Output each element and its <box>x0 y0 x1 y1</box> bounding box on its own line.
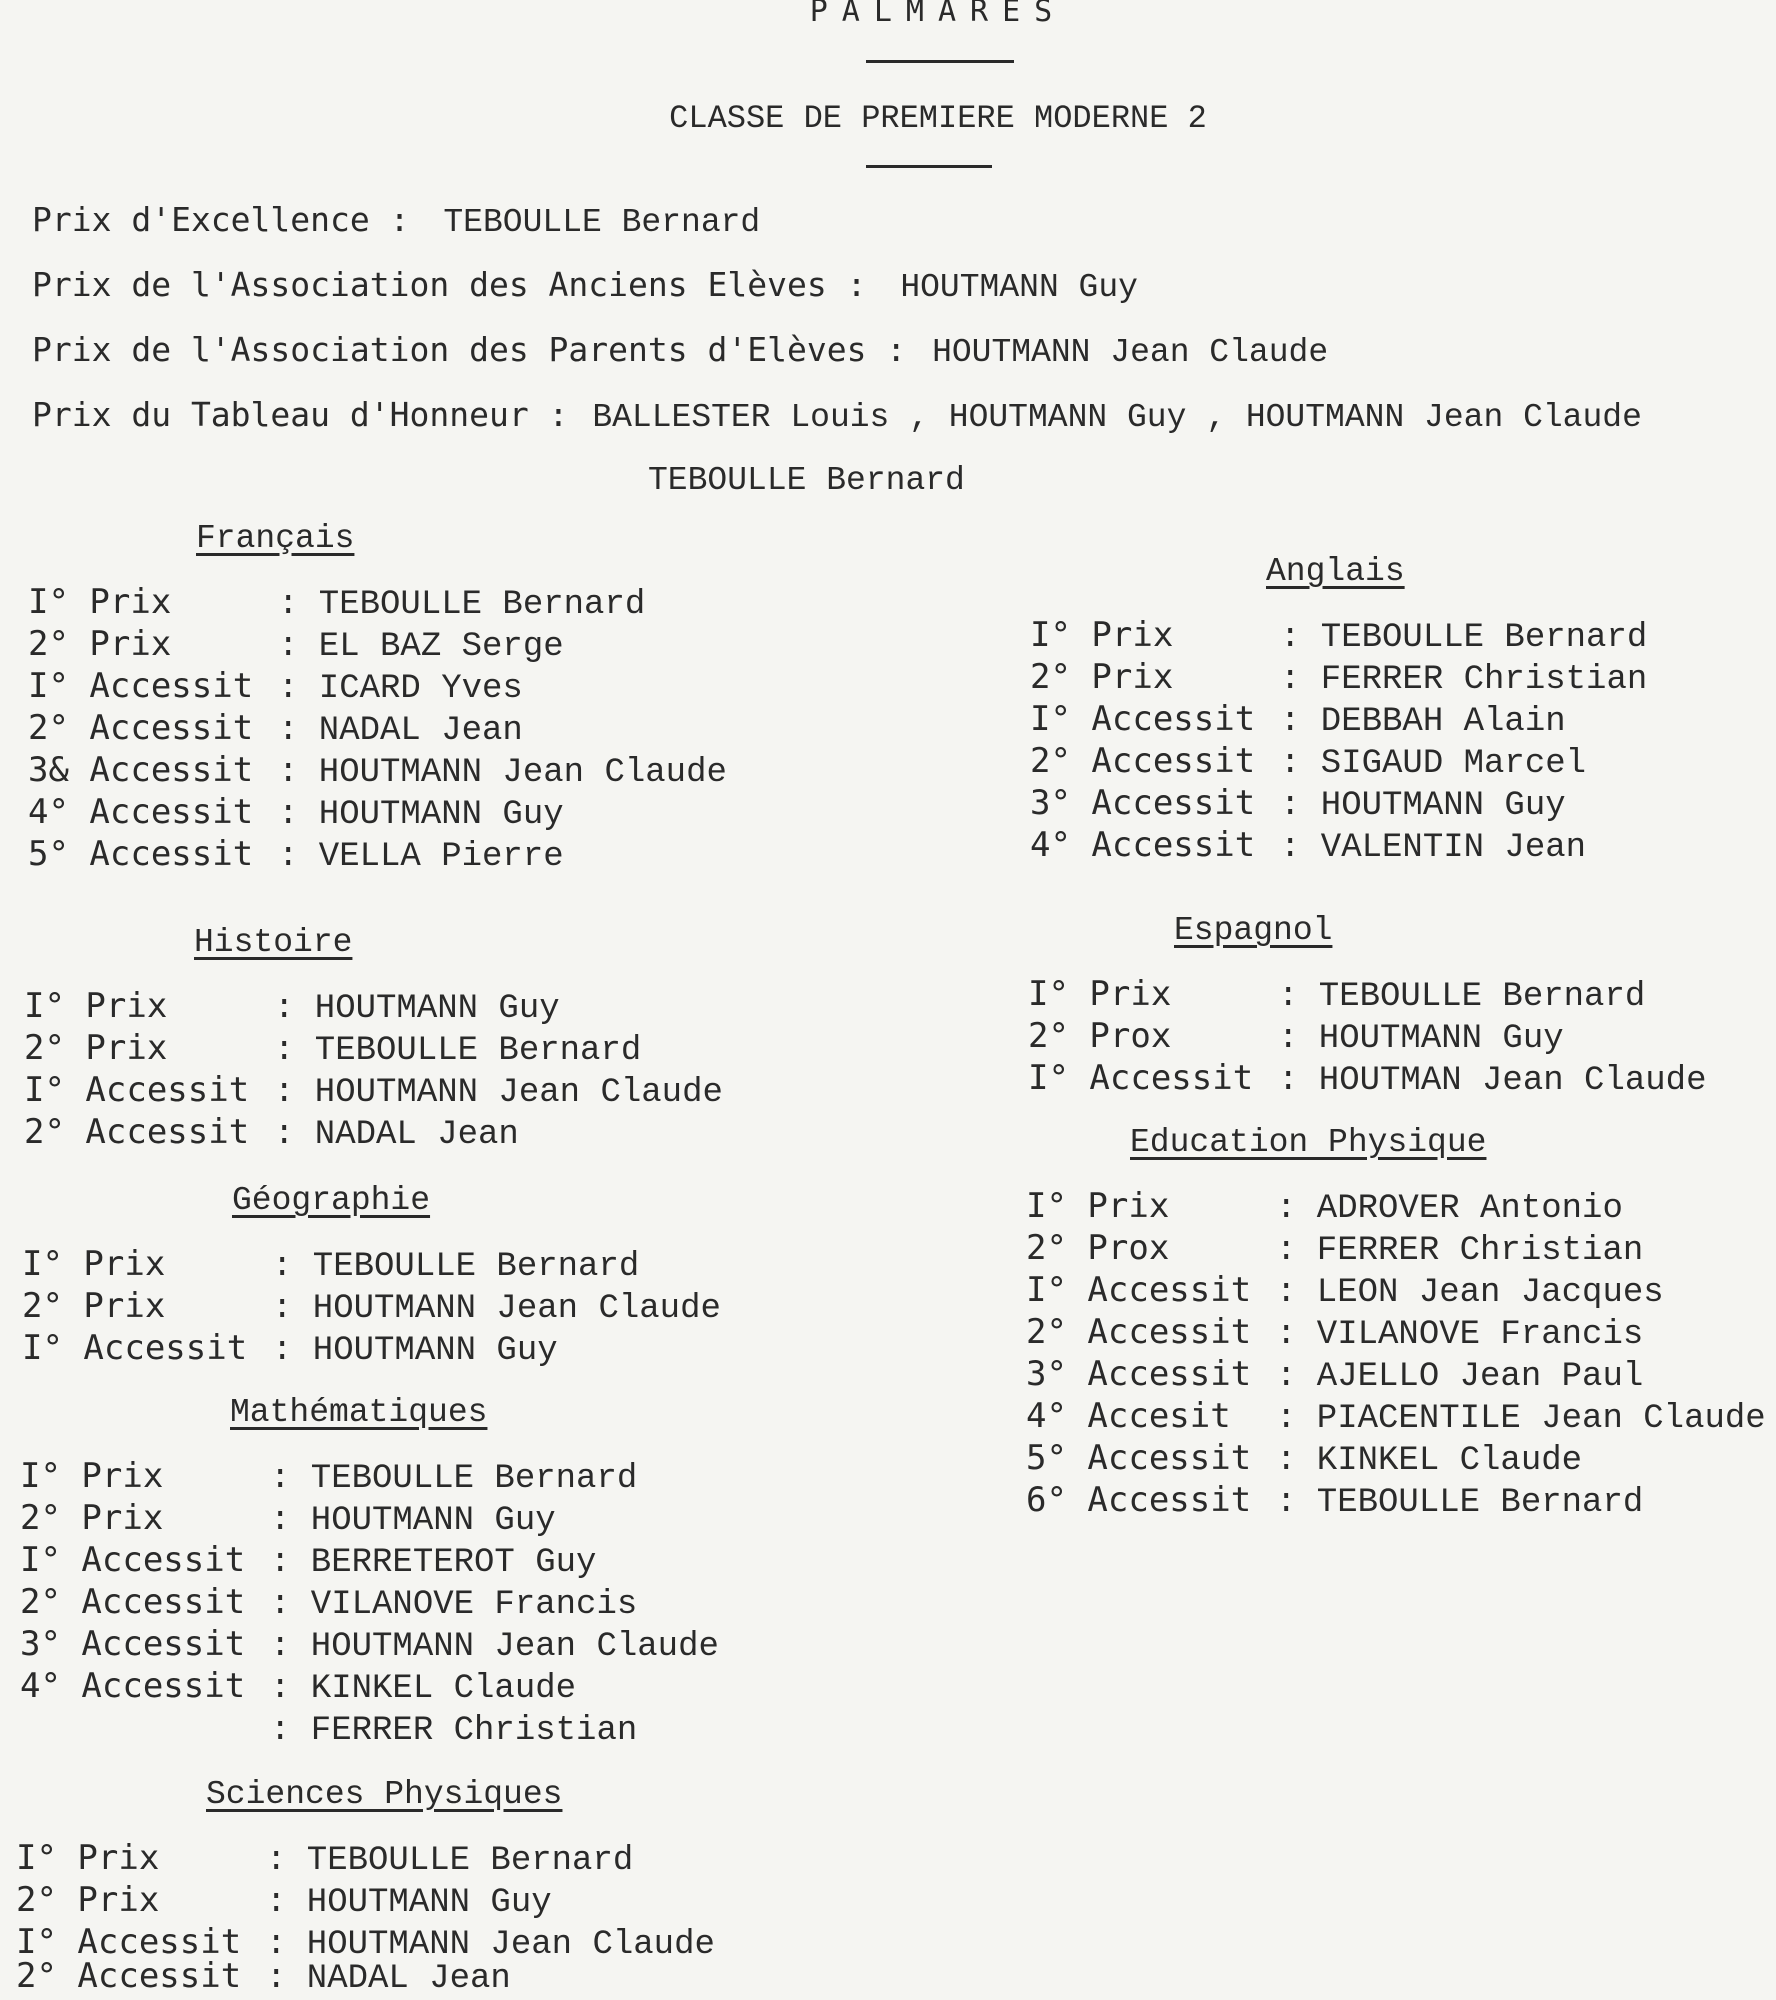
prize-label: Prix de l'Association des Parents d'Elèves : <box>32 330 907 369</box>
list-item <box>1030 783 1776 825</box>
winner-name: : FERRER Christian <box>270 1712 638 1750</box>
winner-name: : PIACENTILE Jean Claude <box>1276 1400 1766 1438</box>
list-item <box>16 1838 776 1880</box>
list-item <box>20 1498 780 1540</box>
winner-name: : BERRETEROT Guy <box>270 1544 597 1582</box>
rank-label: 3° Accessit <box>1026 1354 1252 1394</box>
list-item <box>20 1540 780 1582</box>
winner-name: : HOUTMANN Guy <box>1280 787 1566 825</box>
list-item <box>16 1956 776 1998</box>
winner-name: : HOUTMANN Jean Claude <box>274 1074 723 1112</box>
rank-label: 4° Accessit <box>1030 825 1256 865</box>
prize-parents-eleves <box>32 330 1328 371</box>
winner-name: : FERRER Christian <box>1276 1232 1644 1270</box>
rank-label: 3° Accessit <box>1030 783 1256 823</box>
list-item <box>20 1456 780 1498</box>
list-item <box>1026 1270 1776 1312</box>
list-item <box>1026 1480 1776 1522</box>
rank-label: 3& Accessit <box>28 750 254 790</box>
list-item <box>1026 1228 1776 1270</box>
prize-tableau-honneur <box>32 395 1642 436</box>
winner-name: : EL BAZ Serge <box>278 628 564 666</box>
list-item <box>20 1582 780 1624</box>
rank-label: 5° Accessit <box>1026 1438 1252 1478</box>
winner-name: : TEBOULLE Bernard <box>270 1460 638 1498</box>
class-rule <box>866 165 992 168</box>
winner-name: : VELLA Pierre <box>278 838 564 876</box>
rank-label: 2° Prix <box>24 1028 168 1068</box>
rank-label: I° Prix <box>22 1244 166 1284</box>
winner-name: : KINKEL Claude <box>270 1670 577 1708</box>
rank-label: 2° Prox <box>1028 1016 1172 1056</box>
rank-label: I° Accessit <box>1030 699 1256 739</box>
list-item <box>22 1286 782 1328</box>
winner-name: : TEBOULLE Bernard <box>272 1248 640 1286</box>
rank-label: I° Accessit <box>28 666 254 706</box>
winner-name: : VALENTIN Jean <box>1280 829 1587 867</box>
list-item <box>1030 615 1776 657</box>
page-title: PALMARES <box>809 0 1067 29</box>
section-title: Sciences Physiques <box>206 1776 563 1813</box>
list-item <box>16 1880 776 1922</box>
list-item <box>1026 1354 1776 1396</box>
winner-name: : HOUTMANN Jean Claude <box>272 1290 721 1328</box>
winner-name: : NADAL Jean <box>274 1116 519 1154</box>
winner-name: : TEBOULLE Bernard <box>1278 978 1646 1016</box>
rank-label: I° Accessit <box>1026 1270 1252 1310</box>
winner-name: : TEBOULLE Bernard <box>278 586 646 624</box>
winner-name: : FERRER Christian <box>1280 661 1648 699</box>
winner-name: : AJELLO Jean Paul <box>1276 1358 1644 1396</box>
list-item <box>28 624 788 666</box>
winner-name: : HOUTMANN Guy <box>274 990 560 1028</box>
winner-name: : TEBOULLE Bernard <box>266 1842 634 1880</box>
rank-label: 2° Accessit <box>1026 1312 1252 1352</box>
list-item <box>1028 974 1776 1016</box>
winner-name: : HOUTMANN Guy <box>270 1502 556 1540</box>
rank-label: I° Prix <box>1026 1186 1170 1226</box>
list-item <box>24 1028 784 1070</box>
rank-label: I° Prix <box>1030 615 1174 655</box>
section-title: Espagnol <box>1174 912 1333 949</box>
prize-tableau-continuation: TEBOULLE Bernard <box>648 462 965 499</box>
winner-name: : DEBBAH Alain <box>1280 703 1566 741</box>
winner-name: : ADROVER Antonio <box>1276 1190 1623 1228</box>
rank-label: 2° Accessit <box>16 1956 242 1996</box>
title-rule <box>866 60 1014 63</box>
prize-winner: HOUTMANN Guy <box>900 269 1138 306</box>
list-item <box>1030 825 1776 867</box>
winner-name: : NADAL Jean <box>266 1960 511 1998</box>
list-item <box>1028 1016 1776 1058</box>
prize-excellence <box>32 200 760 241</box>
section-title: Français <box>196 520 355 557</box>
list-item <box>1030 699 1776 741</box>
winner-name: : TEBOULLE Bernard <box>1280 619 1648 657</box>
winner-name: : HOUTMANN Guy <box>278 796 564 834</box>
prize-anciens-eleves <box>32 265 1138 306</box>
winner-name: : TEBOULLE Bernard <box>1276 1484 1644 1522</box>
list-item <box>22 1328 782 1370</box>
winner-name: : NADAL Jean <box>278 712 523 750</box>
rank-label: I° Prix <box>20 1456 164 1496</box>
list-item <box>1028 1058 1776 1100</box>
rank-label: 5° Accessit <box>28 834 254 874</box>
rank-label: 2° Prix <box>28 624 172 664</box>
list-item <box>28 666 788 708</box>
rank-label: I° Accessit <box>22 1328 248 1368</box>
rank-label: I° Accessit <box>1028 1058 1254 1098</box>
prize-winner: BALLESTER Louis , HOUTMANN Guy , HOUTMANN Jean Claude <box>592 399 1642 436</box>
rank-label: I° Accessit <box>16 1922 242 1962</box>
rank-label: 4° Accessit <box>28 792 254 832</box>
winner-name: : VILANOVE Francis <box>270 1586 638 1624</box>
list-item <box>28 792 788 834</box>
class-heading: CLASSE DE PREMIERE MODERNE 2 <box>669 100 1207 137</box>
winner-name: : HOUTMANN Jean Claude <box>270 1628 719 1666</box>
list-item <box>1026 1396 1776 1438</box>
rank-label: 2° Prix <box>22 1286 166 1326</box>
section-title: Mathématiques <box>230 1394 488 1431</box>
rank-label: I° Prix <box>16 1838 160 1878</box>
rank-label: I° Prix <box>24 986 168 1026</box>
prize-winner: TEBOULLE Bernard <box>443 204 761 241</box>
prize-label: Prix du Tableau d'Honneur : <box>32 395 569 434</box>
winner-name: : HOUTMANN Guy <box>1278 1020 1564 1058</box>
section-title: Education Physique <box>1130 1124 1487 1161</box>
winner-name: : LEON Jean Jacques <box>1276 1274 1664 1312</box>
winner-name: : HOUTMANN Guy <box>266 1884 552 1922</box>
rank-label: 6° Accessit <box>1026 1480 1252 1520</box>
list-item <box>1026 1186 1776 1228</box>
rank-label: 2° Prix <box>1030 657 1174 697</box>
rank-label: 3° Accessit <box>20 1624 246 1664</box>
list-item <box>20 1624 780 1666</box>
list-item <box>28 582 788 624</box>
list-item <box>24 986 784 1028</box>
winner-name: : VILANOVE Francis <box>1276 1316 1644 1354</box>
winner-name: : HOUTMANN Jean Claude <box>266 1926 715 1964</box>
rank-label: 4° Accesit <box>1026 1396 1231 1436</box>
rank-label: 2° Accessit <box>28 708 254 748</box>
list-item <box>22 1244 782 1286</box>
rank-label: 2° Accessit <box>24 1112 250 1152</box>
rank-label: 4° Accessit <box>20 1666 246 1706</box>
winner-name: : KINKEL Claude <box>1276 1442 1583 1480</box>
section-title: Anglais <box>1266 553 1405 590</box>
rank-label: 2° Accessit <box>1030 741 1256 781</box>
list-item <box>20 1708 780 1750</box>
prize-winner: HOUTMANN Jean Claude <box>932 334 1329 371</box>
list-item <box>28 750 788 792</box>
prize-label: Prix de l'Association des Anciens Elèves : <box>32 265 867 304</box>
winner-name: : ICARD Yves <box>278 670 523 708</box>
rank-label: 2° Accessit <box>20 1582 246 1622</box>
list-item <box>1030 741 1776 783</box>
winner-name: : TEBOULLE Bernard <box>274 1032 642 1070</box>
winner-name: : SIGAUD Marcel <box>1280 745 1587 783</box>
list-item <box>28 708 788 750</box>
rank-label: I° Accessit <box>20 1540 246 1580</box>
section-title: Histoire <box>194 924 353 961</box>
winner-name: : HOUTMAN Jean Claude <box>1278 1062 1707 1100</box>
rank-label: 2° Prix <box>16 1880 160 1920</box>
rank-label: 2° Prix <box>20 1498 164 1538</box>
list-item <box>24 1112 784 1154</box>
rank-label: I° Prix <box>1028 974 1172 1014</box>
list-item <box>24 1070 784 1112</box>
list-item <box>1026 1312 1776 1354</box>
list-item <box>1026 1438 1776 1480</box>
rank-label: I° Prix <box>28 582 172 622</box>
winner-name: : HOUTMANN Guy <box>272 1332 558 1370</box>
rank-label: 2° Prox <box>1026 1228 1170 1268</box>
rank-label: I° Accessit <box>24 1070 250 1110</box>
list-item <box>20 1666 780 1708</box>
list-item <box>28 834 788 876</box>
prize-label: Prix d'Excellence : <box>32 200 410 239</box>
winner-name: : HOUTMANN Jean Claude <box>278 754 727 792</box>
section-title: Géographie <box>232 1182 431 1219</box>
list-item <box>1030 657 1776 699</box>
